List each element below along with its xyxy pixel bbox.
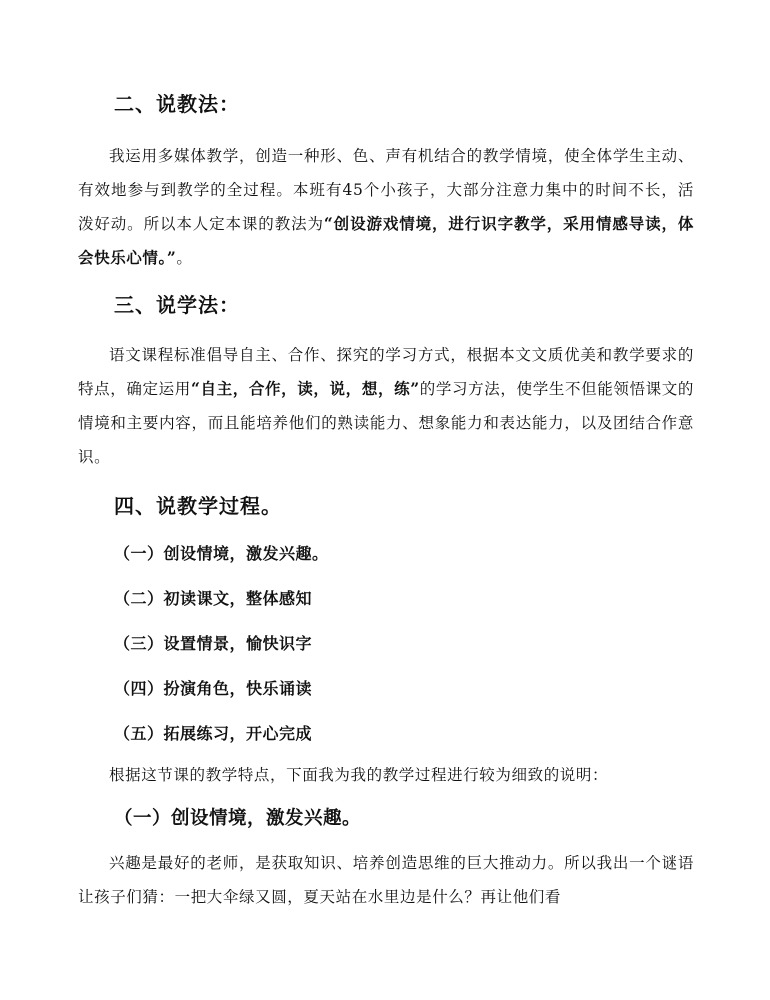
subsection-heading-create-situation: （一）创设情境，激发兴趣。 xyxy=(114,808,362,829)
process-step-item: （五）拓展练习，开心完成 xyxy=(114,724,313,743)
paragraph-bold-text: “创设游戏情境，进行识字教学，采用情感导读，体会快乐心情。” xyxy=(78,214,694,267)
paragraph-text: 的学习方法，使学生不但能领悟课文的情境和主要内容，而且能培养他们的熟读能力、想象能力和表达能力，以及团结合作意识。 xyxy=(78,380,694,466)
section-heading-teaching-method: 二、说教法： xyxy=(114,92,240,116)
document-body xyxy=(78,88,694,914)
paragraph-create-situation: 兴趣是最好的老师，是获取知识、培养创造思维的巨大推动力。所以我出一个谜语让孩子们猜：一把大伞绿又圆，夏天站在水里边是什么？再让他们看 xyxy=(78,854,694,906)
paragraph-process-intro: 根据这节课的教学特点，下面我为我的教学过程进行较为细致的说明： xyxy=(109,766,609,784)
process-step-item: （四）扮演角色，快乐诵读 xyxy=(114,679,313,698)
paragraph-text: 。 xyxy=(176,249,193,267)
paragraph-learning-method xyxy=(78,338,694,474)
process-step-item: （一）创设情境，激发兴趣。 xyxy=(114,544,329,563)
section-heading-teaching-process: 四、说教学过程。 xyxy=(114,494,282,518)
paragraph-text: 语文课程标准倡导自主、合作、探究的学习方式，根据本文文质优美和教学要求的特点，确定运用 xyxy=(78,346,694,398)
process-step-item: （三）设置情景，愉快识字 xyxy=(114,634,313,653)
paragraph-teaching-method xyxy=(78,139,694,275)
paragraph-bold-text: “自主，合作，读，说，想，练” xyxy=(190,379,420,398)
paragraph-text: 我运用多媒体教学，创造一种形、色、声有机结合的教学情境，使全体学生主动、有效地参与到教学的全过程。本班有45个小孩子，大部分注意力集中的时间不长，活泼好动。所以本人定本课的教法为 xyxy=(78,147,694,233)
process-step-item: （二）初读课文，整体感知 xyxy=(114,589,313,608)
section-heading-learning-method: 三、说学法： xyxy=(114,293,240,317)
